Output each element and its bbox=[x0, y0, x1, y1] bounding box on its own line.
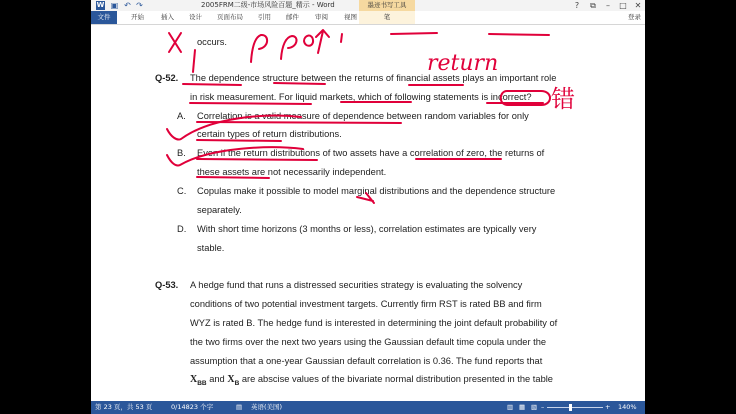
save-icon[interactable]: ▣ bbox=[110, 1, 119, 10]
minimize-button[interactable]: – bbox=[606, 1, 610, 10]
zoom-out-icon[interactable]: – bbox=[541, 403, 545, 411]
ink-line-right bbox=[489, 34, 549, 35]
ink-cross-mark bbox=[169, 33, 181, 52]
tab-view[interactable]: 视图 bbox=[344, 13, 357, 21]
q52-option-b-line-1: Even if the return distributions of two assets have a correlation of zero, the returns of bbox=[197, 148, 545, 158]
proofing-icon[interactable]: ▤ bbox=[236, 403, 243, 411]
word-count[interactable]: 0/14823 个字 bbox=[171, 403, 214, 411]
document-page[interactable] bbox=[91, 25, 645, 401]
redo-icon[interactable]: ↷ bbox=[136, 1, 143, 10]
prev-answer-tail: occurs. bbox=[197, 37, 227, 47]
tab-home[interactable]: 开始 bbox=[131, 13, 144, 21]
ink-underline-option-a-2 bbox=[197, 140, 281, 141]
q52-option-a-letter: A. bbox=[177, 111, 186, 121]
and-word: and bbox=[209, 374, 225, 384]
tab-mailings[interactable]: 邮件 bbox=[286, 13, 299, 21]
ink-handwritten-wrong: 错 bbox=[551, 85, 575, 113]
q52-stem-line-1: The dependence structure between the returns of financial assets plays an important role bbox=[190, 73, 557, 83]
q53-label: Q-53. bbox=[155, 280, 179, 290]
q53-line-6 bbox=[190, 373, 553, 390]
undo-icon[interactable]: ↶ bbox=[124, 1, 131, 10]
contextual-tab-group-label: 墨迹书写工具 bbox=[359, 0, 415, 11]
q52-option-b-line-2: these assets are not necessarily independent. bbox=[197, 167, 387, 177]
ink-scribble-p-2 bbox=[281, 36, 297, 59]
web-layout-icon[interactable]: ▧ bbox=[531, 403, 538, 411]
zoom-slider-thumb[interactable] bbox=[569, 404, 572, 411]
ink-scribble-p-1 bbox=[251, 35, 267, 62]
language-indicator[interactable]: 英语(美国) bbox=[251, 403, 283, 411]
zoom-slider-track[interactable] bbox=[547, 407, 603, 408]
q53-line-4: the two firms over the next two years using the Gaussian default time copula under the bbox=[190, 337, 547, 347]
read-mode-icon[interactable]: ▥ bbox=[507, 403, 514, 411]
tab-design[interactable]: 设计 bbox=[189, 13, 202, 21]
tab-layout[interactable]: 页面布局 bbox=[217, 13, 243, 21]
q52-option-d-line-1: With short time horizons (3 months or less), correlation estimates are typically very bbox=[197, 224, 537, 234]
q52-option-d-line-2: stable. bbox=[197, 243, 225, 253]
q52-label: Q-52. bbox=[155, 73, 179, 83]
print-layout-icon[interactable]: ▦ bbox=[519, 403, 526, 411]
ribbon-display-button[interactable]: ⧉ bbox=[590, 1, 596, 10]
q52-option-c-line-2: separately. bbox=[197, 205, 242, 215]
ink-margin-stroke bbox=[193, 50, 195, 72]
q52-option-a-line-2: certain types of return distributions. bbox=[197, 129, 342, 139]
x-bb-subscript: BB bbox=[197, 379, 207, 387]
q53-line-3: WYZ is rated B. The hedge fund is interested in determining the joint default probability of bbox=[190, 318, 558, 328]
window-title: 2005FRM二级-市场风险百题_精示 - Word bbox=[201, 1, 335, 9]
q52-option-d-letter: D. bbox=[177, 224, 187, 234]
q52-option-c-letter: C. bbox=[177, 186, 187, 196]
ink-tick-mark bbox=[341, 34, 342, 42]
q52-option-c-line-1: Copulas make it possible to model marginal distributions and the dependence structure bbox=[197, 186, 556, 196]
sign-in-link[interactable]: 登录 bbox=[628, 13, 641, 21]
ink-up-arrow bbox=[316, 30, 329, 53]
word-logo-icon: W bbox=[96, 1, 105, 9]
ribbon-tabs bbox=[91, 11, 645, 25]
tab-references[interactable]: 引用 bbox=[258, 13, 271, 21]
x-bb-symbol: X bbox=[190, 374, 198, 385]
tab-pen[interactable]: 笔 bbox=[359, 11, 415, 24]
title-bar bbox=[91, 0, 645, 11]
q52-option-a-line-1: Correlation is a valid measure of dependence between random variables for only bbox=[197, 111, 529, 121]
zoom-in-icon[interactable]: + bbox=[605, 403, 611, 411]
q53-line-6-rest: are abscise values of the bivariate normal distribution presented in the table bbox=[241, 374, 553, 384]
x-b-symbol: X bbox=[227, 374, 235, 385]
ink-dash bbox=[391, 33, 437, 34]
q53-line-2: conditions of two potential investment targets. Currently firm RST is rated BB and firm bbox=[190, 299, 542, 309]
q52-stem-line-2: in risk measurement. For liquid markets, which of following statements is incorrect? bbox=[190, 92, 532, 102]
word-window bbox=[91, 0, 645, 414]
status-bar bbox=[91, 401, 645, 414]
page-indicator[interactable]: 第 23 页，共 53 页 bbox=[95, 403, 153, 411]
ink-underline-option-a-1 bbox=[197, 122, 401, 123]
q52-option-b-letter: B. bbox=[177, 148, 186, 158]
ink-handwritten-return: return bbox=[427, 51, 499, 76]
q53-line-1: A hedge fund that runs a distressed securities strategy is evaluating the solvency bbox=[190, 280, 523, 290]
tab-file[interactable]: 文件 bbox=[91, 11, 117, 24]
q53-line-5: assumption that a one-year Gaussian default correlation is 0.36. The fund reports that bbox=[190, 356, 543, 366]
maximize-button[interactable]: □ bbox=[619, 1, 627, 10]
x-b-subscript: B bbox=[234, 379, 240, 387]
ink-underline-option-b-1 bbox=[197, 159, 501, 160]
zoom-level[interactable]: 140% bbox=[618, 403, 637, 411]
tab-insert[interactable]: 插入 bbox=[161, 13, 174, 21]
close-button[interactable]: ✕ bbox=[634, 1, 642, 10]
tab-review[interactable]: 审阅 bbox=[315, 13, 328, 21]
help-button[interactable]: ? bbox=[574, 1, 580, 10]
ink-scribble-o bbox=[304, 36, 313, 46]
